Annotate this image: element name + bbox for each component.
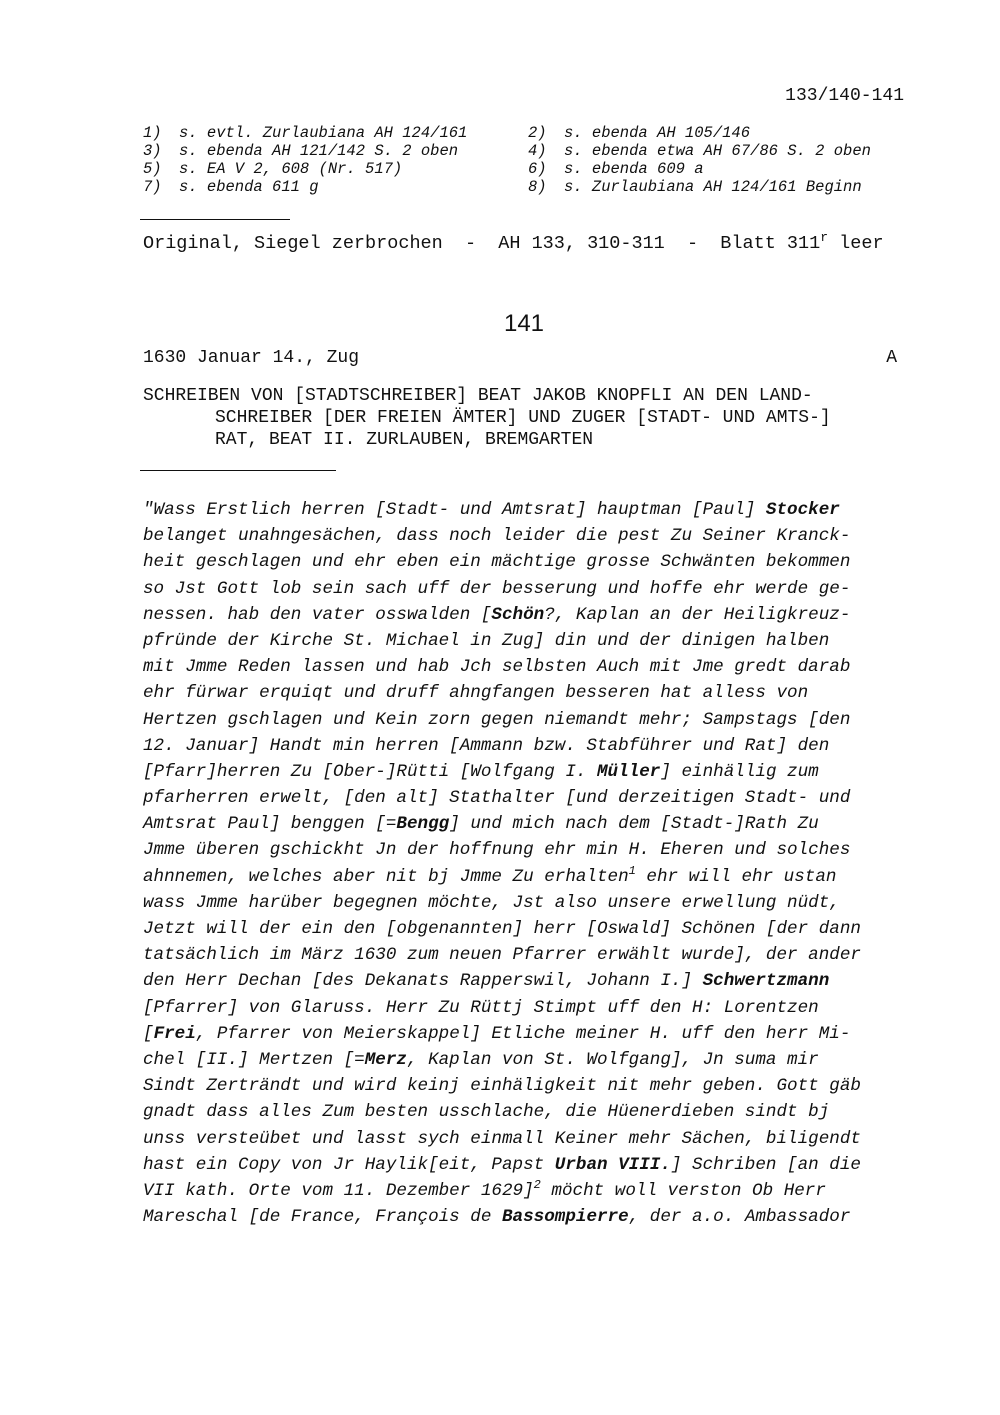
footnote-number: 6) bbox=[528, 160, 547, 178]
date-place: 1630 Januar 14., Zug bbox=[143, 348, 360, 368]
footnote-row bbox=[143, 178, 913, 196]
footnote bbox=[528, 142, 913, 160]
footnote-row bbox=[143, 160, 913, 178]
text-segment: möcht woll verston Ob Herr bbox=[540, 1180, 826, 1201]
page-reference: 133/140-141 bbox=[785, 86, 904, 106]
text-line bbox=[143, 785, 913, 811]
letter-body bbox=[143, 497, 913, 1230]
source-line bbox=[143, 230, 884, 254]
text-segment: Mareschal [de France, François de bbox=[143, 1207, 502, 1228]
source-text: Original, Siegel zerbrochen - AH 133, 310-311 - Blatt 311 bbox=[143, 233, 821, 254]
text-segment: Jetzt will der ein den [obgenannten] herr [Oswald] Schönen [der dann bbox=[143, 919, 861, 939]
heading-line: RAT, BEAT II. ZURLAUBEN, BREMGARTEN bbox=[215, 430, 594, 450]
footnote bbox=[528, 160, 913, 178]
text-segment: ] Schriben [an die bbox=[670, 1154, 861, 1175]
text-segment: heit geschlagen und ehr eben ein mächtige grosse Schwänten bekommen bbox=[143, 552, 851, 573]
text-line bbox=[143, 576, 913, 602]
footnotes bbox=[143, 124, 913, 196]
text-segment: Sindt Zerträndt und wird keinj einhäligkeit nit mehr geben. Gott gäb bbox=[143, 1076, 861, 1097]
text-line bbox=[143, 942, 913, 968]
name-emphasis: Stocker bbox=[765, 500, 840, 520]
text-segment: VII kath. Orte vom 11. Dezember 1629] bbox=[143, 1180, 534, 1201]
text-line bbox=[143, 1073, 913, 1099]
text-line bbox=[143, 1178, 913, 1204]
text-segment: chel [II.] Mertzen [= bbox=[143, 1049, 365, 1070]
source-superscript: r bbox=[820, 230, 829, 245]
text-line bbox=[143, 497, 913, 523]
text-segment: ] einhällig zum bbox=[660, 761, 819, 782]
text-segment: mit Jmme Reden lassen und hab Jch selbsten Auch mit Jme gredt darab bbox=[143, 657, 851, 678]
text-segment: gnadt dass alles Zum besten usschlache, die Hüenerdieben sindt bj bbox=[143, 1102, 830, 1123]
text-line bbox=[143, 864, 913, 890]
footnote-number: 2) bbox=[528, 124, 547, 142]
name-emphasis: Schön bbox=[491, 604, 545, 625]
heading-divider bbox=[140, 470, 336, 471]
text-segment: belanget unahngesächen, dass noch leider die pest Zu Seiner Kranck- bbox=[143, 526, 851, 547]
text-segment: Jmme überen gschickht Jn der hoffnung ehr min H. Eheren und solches bbox=[143, 840, 851, 861]
footnote-text: s. ebenda 611 g bbox=[179, 178, 319, 196]
text-segment: "Wass Erstlich herren [Stadt- und Amtsrat] hauptman [Paul] bbox=[143, 500, 766, 520]
footnote-text: s. ebenda 609 a bbox=[564, 160, 704, 178]
footnote-text: s. ebenda AH 121/142 S. 2 oben bbox=[179, 142, 459, 160]
text-line bbox=[143, 549, 913, 575]
footnote bbox=[528, 124, 913, 142]
document-number: 141 bbox=[503, 310, 545, 337]
text-segment: [Pfarrer] von Glaruss. Herr Zu Rüttj Stimpt uff den H: Lorentzen bbox=[143, 997, 819, 1018]
footnote bbox=[143, 160, 528, 178]
footnote-row bbox=[143, 142, 913, 160]
footnote-number: 3) bbox=[143, 142, 162, 160]
footnote-number: 5) bbox=[143, 160, 162, 178]
text-line bbox=[143, 602, 913, 628]
text-segment: so Jst Gott lob sein sach uff der besserung und hoffe ehr werde ge- bbox=[143, 578, 851, 599]
footnote-number: 7) bbox=[143, 178, 162, 196]
footnote bbox=[528, 178, 913, 196]
text-segment: , Pfarrer von Meierskappel] Etliche meiner H. uff den herr Mi- bbox=[195, 1023, 851, 1044]
footnote-ref: 1 bbox=[628, 863, 636, 878]
text-segment: unss versteübet und lasst sych einmall Keiner mehr Sächen, biligendt bbox=[143, 1128, 861, 1149]
footnote-text: s. ebenda AH 105/146 bbox=[564, 124, 751, 142]
footnote-row bbox=[143, 124, 913, 142]
text-line bbox=[143, 811, 913, 837]
footnote-number: 8) bbox=[528, 178, 547, 196]
text-segment: ?, Kaplan an der Heiligkreuz- bbox=[544, 604, 851, 625]
footnote-number: 4) bbox=[528, 142, 547, 160]
footnote-text: s. Zurlaubiana AH 124/161 Beginn bbox=[564, 178, 862, 196]
text-line bbox=[143, 654, 913, 680]
text-segment: pfründe der Kirche St. Michael in Zug] din und der dinigen halben bbox=[143, 630, 830, 651]
name-emphasis: Müller bbox=[597, 761, 661, 782]
footnote-divider bbox=[140, 219, 290, 220]
text-line bbox=[143, 1021, 913, 1047]
text-segment: nessen. hab den vater osswalden [ bbox=[143, 604, 492, 625]
text-line bbox=[143, 837, 913, 863]
text-line bbox=[143, 1152, 913, 1178]
text-segment: ehr fürwar erquiqt und druff ahngfangen besseren hat alless von bbox=[143, 683, 809, 704]
name-emphasis: Bassompierre bbox=[501, 1207, 629, 1228]
source-tail: leer bbox=[828, 233, 884, 254]
name-emphasis: Urban VIII. bbox=[554, 1154, 671, 1175]
text-segment: tatsächlich im März 1630 zum neuen Pfarrer erwählt wurde], der ander bbox=[143, 945, 861, 966]
text-line bbox=[143, 995, 913, 1021]
text-segment: [ bbox=[143, 1023, 154, 1044]
document-letter: A bbox=[886, 348, 897, 368]
name-emphasis: Merz bbox=[364, 1049, 407, 1070]
text-line bbox=[143, 759, 913, 785]
footnote bbox=[143, 178, 528, 196]
document-heading bbox=[143, 385, 913, 451]
footnote-text: s. ebenda etwa AH 67/86 S. 2 oben bbox=[564, 142, 871, 160]
text-segment: [Pfarr]herren Zu [Ober-]Rütti [Wolfgang I. bbox=[143, 761, 597, 782]
text-line bbox=[143, 1099, 913, 1125]
text-segment: Amtsrat Paul] benggen [= bbox=[143, 814, 397, 835]
text-segment: ehr will ehr ustan bbox=[635, 866, 837, 887]
text-segment: ] und mich nach dem [Stadt-]Rath Zu bbox=[449, 814, 819, 835]
text-line bbox=[143, 916, 913, 942]
footnote bbox=[143, 124, 528, 142]
text-line bbox=[143, 1126, 913, 1152]
footnote-text: s. EA V 2, 608 (Nr. 517) bbox=[179, 160, 403, 178]
text-line bbox=[143, 680, 913, 706]
text-segment: hast ein Copy von Jr Haylik[eit, Papst bbox=[143, 1154, 555, 1175]
text-line bbox=[143, 968, 913, 994]
text-line bbox=[143, 628, 913, 654]
text-line bbox=[143, 890, 913, 916]
text-line bbox=[143, 1204, 913, 1230]
text-segment: , Kaplan von St. Wolfgang], Jn suma mir bbox=[406, 1049, 819, 1070]
text-segment: pfarherren erwelt, [den alt] Stathalter [und derzeitigen Stadt- und bbox=[143, 788, 851, 809]
heading-line: SCHREIBEN VON [STADTSCHREIBER] BEAT JAKOB KNOPFLI AN DEN LAND- bbox=[143, 386, 813, 406]
footnote-number: 1) bbox=[143, 124, 162, 142]
text-line bbox=[143, 1047, 913, 1073]
text-line bbox=[143, 523, 913, 549]
footnote-text: s. evtl. Zurlaubiana AH 124/161 bbox=[179, 124, 468, 142]
footnote bbox=[143, 142, 528, 160]
name-emphasis: Bengg bbox=[396, 814, 450, 835]
footnote-ref: 2 bbox=[533, 1177, 541, 1192]
text-segment: 12. Januar] Handt min herren [Ammann bzw. Stabführer und Rat] den bbox=[143, 735, 830, 756]
text-line bbox=[143, 707, 913, 733]
text-segment: ahnnemen, welches aber nit bj Jmme Zu erhalten bbox=[143, 866, 629, 887]
text-segment: wass Jmme harüber begegnen möchte, Jst also unsere erwellung nüdt, bbox=[143, 892, 840, 913]
heading-line: SCHREIBER [DER FREIEN ÄMTER] UND ZUGER [STADT- UND AMTS-] bbox=[215, 408, 831, 428]
name-emphasis: Schwertzmann bbox=[702, 971, 830, 992]
name-emphasis: Frei bbox=[153, 1023, 196, 1044]
text-segment: Hertzen gschlagen und Kein zorn gegen niemandt mehr; Sampstags [den bbox=[143, 709, 851, 730]
text-segment: den Herr Dechan [des Dekanats Rapperswil, Johann I.] bbox=[143, 971, 703, 992]
text-line bbox=[143, 733, 913, 759]
text-segment: , der a.o. Ambassador bbox=[628, 1207, 851, 1228]
